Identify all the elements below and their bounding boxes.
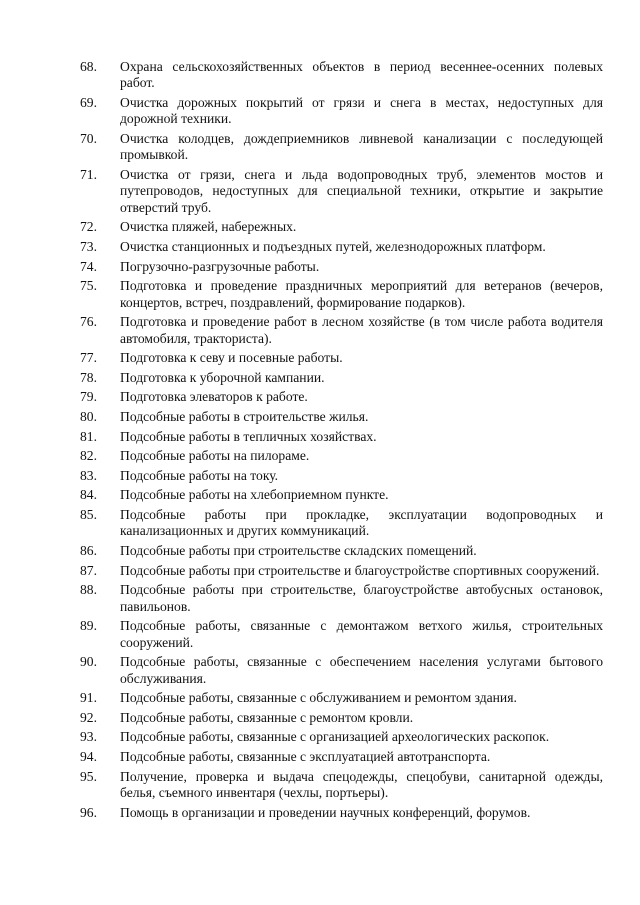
list-item-text: Охрана сельскохозяйственных объектов в период весеннее-осенних полевых работ. — [120, 59, 603, 91]
list-item-number: 95. — [80, 768, 97, 784]
list-item-number: 94. — [80, 748, 97, 764]
list-item — [0, 749, 640, 765]
list-item-number: 89. — [80, 618, 97, 634]
list-item-number: 88. — [80, 582, 97, 598]
list-item — [0, 805, 640, 821]
list-item-number: 71. — [80, 167, 97, 182]
list-item-number: 74. — [80, 258, 97, 274]
list-item-number: 81. — [80, 428, 97, 444]
list-item-text: Подсобные работы на пилораме. — [120, 448, 310, 464]
list-item — [0, 95, 640, 128]
list-item — [0, 370, 640, 386]
list-item-text: Подготовка и проведение праздничных мероприятий для ветеранов (вечеров, концертов, встреч, поздравлений, формирование подарков). — [120, 278, 603, 310]
list-item — [0, 729, 640, 745]
list-item-text: Очистка дорожных покрытий от грязи и снега в местах, недоступных для дорожной техники. — [120, 95, 603, 127]
document-page — [0, 59, 640, 824]
list-item-number: 77. — [80, 350, 97, 366]
list-item-text: Помощь в организации и проведении научных конференций, форумов. — [120, 804, 531, 820]
list-item-number: 70. — [80, 131, 97, 146]
list-item-text: Подготовка к севу и посевные работы. — [120, 350, 343, 366]
list-item — [0, 259, 640, 275]
list-item-text: Подсобные работы на хлебоприемном пункте. — [120, 487, 389, 503]
list-item — [0, 314, 640, 347]
list-item — [0, 59, 640, 92]
list-item-text: Подсобные работы на току. — [120, 467, 279, 483]
list-item — [0, 167, 640, 216]
list-item-number: 87. — [80, 562, 97, 578]
list-item-number: 90. — [80, 654, 97, 670]
list-item-text: Подсобные работы, связанные с организацией археологических раскопок. — [120, 729, 550, 745]
list-item-number: 80. — [80, 408, 97, 424]
list-item-text: Подсобные работы при строительстве складских помещений. — [120, 542, 477, 558]
list-item-number: 72. — [80, 219, 97, 235]
list-item-number: 92. — [80, 709, 97, 725]
list-item-number: 83. — [80, 467, 97, 483]
list-item — [0, 278, 640, 311]
list-item-text: Подсобные работы, связанные с ремонтом кровли. — [120, 709, 414, 725]
list-item-number: 96. — [80, 804, 97, 820]
list-item-number: 75. — [80, 278, 97, 294]
list-item-text: Подсобные работы в строительстве жилья. — [120, 408, 369, 424]
list-item — [0, 468, 640, 484]
list-item-text: Подсобные работы при прокладке, эксплуатации водопроводных и канализационных и других коммуникаций. — [120, 506, 603, 539]
list-item — [0, 350, 640, 366]
list-item-text: Подсобные работы при строительстве и благоустройстве спортивных сооружений. — [120, 562, 600, 578]
list-item — [0, 389, 640, 405]
list-item — [0, 710, 640, 726]
list-item — [0, 690, 640, 706]
list-item-number: 86. — [80, 542, 97, 558]
list-item-text: Подготовка к уборочной кампании. — [120, 369, 325, 385]
list-item-text: Подсобные работы, связанные с обеспечением населения услугами бытового обслуживания. — [120, 654, 603, 686]
list-item — [0, 618, 640, 651]
list-item-text: Подсобные работы при строительстве, благоустройстве автобусных остановок, павильонов. — [120, 582, 603, 614]
list-item-number: 79. — [80, 389, 97, 405]
list-item-number: 69. — [80, 95, 97, 110]
list-item-text: Подготовка и проведение работ в лесном хозяйстве (в том числе работа водителя автомобиля, тракториста). — [120, 314, 603, 346]
list-item-text: Подсобные работы, связанные с обслуживанием и ремонтом здания. — [120, 690, 517, 706]
list-item — [0, 582, 640, 615]
list-item-text: Очистка станционных и подъездных путей, железнодорожных платформ. — [120, 239, 546, 254]
list-item — [0, 563, 640, 579]
list-item — [0, 409, 640, 425]
list-item-number: 78. — [80, 369, 97, 385]
list-item — [0, 131, 640, 164]
list-item-text: Подсобные работы, связанные с эксплуатацией автотранспорта. — [120, 748, 491, 764]
list-item-number: 84. — [80, 487, 97, 503]
list-item-text: Погрузочно-разгрузочные работы. — [120, 258, 320, 274]
list-item — [0, 654, 640, 687]
list-item-number: 68. — [80, 59, 97, 74]
list-item-number: 73. — [80, 239, 97, 254]
list-item — [0, 507, 640, 540]
list-item — [0, 543, 640, 559]
list-item — [0, 448, 640, 464]
list-item-text: Очистка от грязи, снега и льда водопроводных труб, элементов мостов и путепроводов, недоступных для специальной техники, открытие и закрытие отверстий труб. — [120, 167, 603, 215]
list-item-text: Подсобные работы, связанные с демонтажом ветхого жилья, строительных сооружений. — [120, 618, 603, 650]
list-item-number: 82. — [80, 448, 97, 464]
list-item-text: Очистка колодцев, дождеприемников ливневой канализации с последующей промывкой. — [120, 131, 603, 163]
list-item — [0, 239, 640, 255]
list-item — [0, 219, 640, 235]
list-item-text: Очистка пляжей, набережных. — [120, 219, 297, 235]
list-item — [0, 429, 640, 445]
list-item-text: Подсобные работы в тепличных хозяйствах. — [120, 428, 377, 444]
list-item-number: 85. — [80, 506, 97, 522]
list-item-text: Получение, проверка и выдача спецодежды, спецобуви, санитарной одежды, белья, съемного инвентаря (чехлы, портьеры). — [120, 768, 603, 800]
list-item-text: Подготовка элеваторов к работе. — [120, 389, 308, 405]
list-item-number: 93. — [80, 729, 97, 745]
list-item-number: 76. — [80, 314, 97, 330]
list-item-number: 91. — [80, 690, 97, 706]
list-item — [0, 487, 640, 503]
list-item — [0, 769, 640, 802]
